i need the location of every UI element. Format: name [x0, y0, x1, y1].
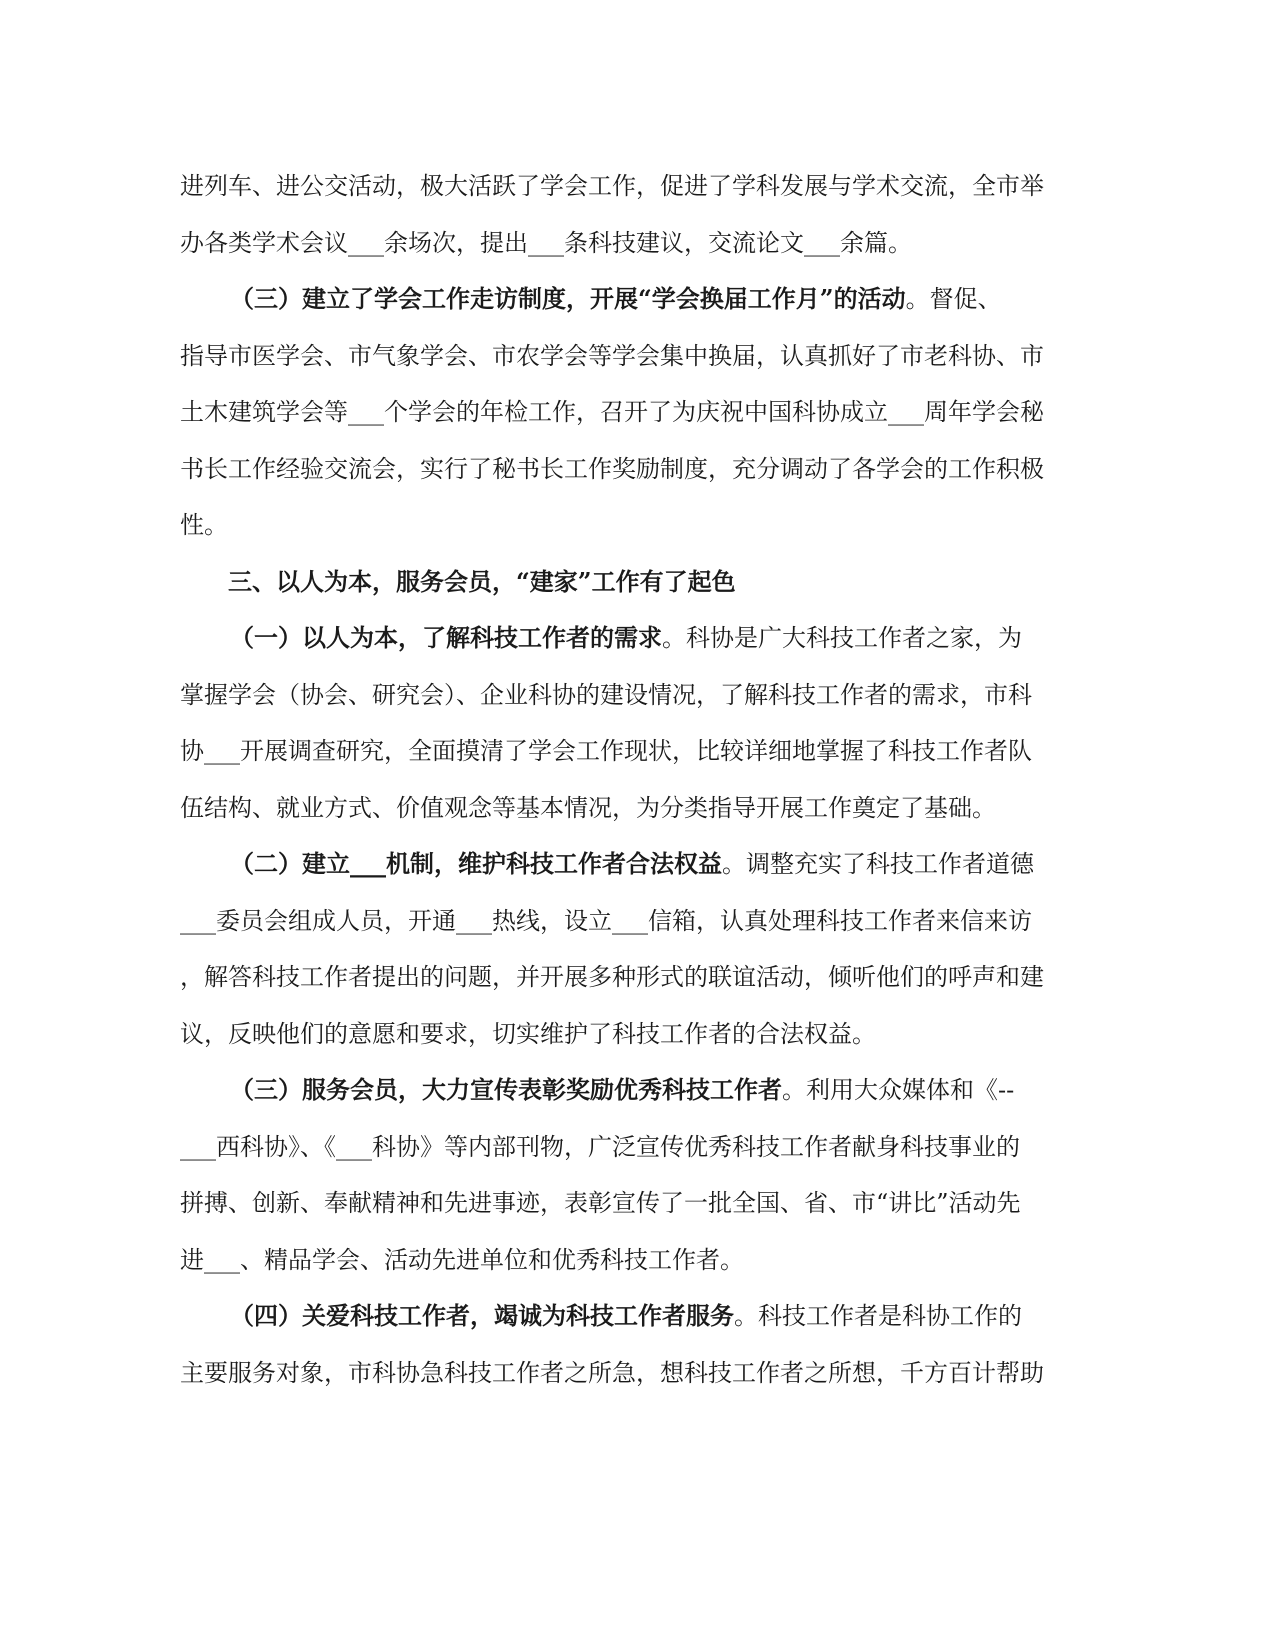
paragraph-5 — [180, 1062, 1036, 1288]
paragraph-1 — [180, 158, 1044, 271]
paragraph-heading: （四）关爱科技工作者，竭诚为科技工作者服务 — [230, 1301, 734, 1330]
paragraph-heading: （三）服务会员，大力宣传表彰奖励优秀科技工作者 — [230, 1075, 782, 1104]
text-line: ，解答科技工作者提出的问题，并开展多种形式的联谊活动，倾听他们的呼声和建 — [180, 963, 1044, 991]
text-line: 书长工作经验交流会，实行了秘书长工作奖励制度，充分调动了各学会的工作积极 — [180, 454, 1044, 483]
line-text: 。督促、 — [905, 285, 1002, 313]
paragraph-heading: （一）以人为本，了解科技工作者的需求 — [230, 623, 662, 652]
paragraph-3 — [180, 610, 1036, 836]
text-line — [180, 1062, 1036, 1119]
line-text: 。科技工作者是科协工作的 — [734, 1302, 1022, 1330]
section-heading — [180, 554, 1036, 611]
line-text: 。利用大众媒体和《-- — [782, 1076, 1015, 1104]
text-line: 土木建筑学会等___个学会的年检工作，召开了为庆祝中国科协成立___周年学会秘 — [180, 398, 1044, 426]
text-line: ___委员会组成人员，开通___热线，设立___信箱，认真处理科技工作者来信来访 — [180, 906, 1032, 935]
section-title: 三、以人为本，服务会员，“建家”工作有了起色 — [228, 566, 736, 596]
document-page — [180, 158, 1044, 1401]
text-line: 主要服务对象，市科协急科技工作者之所急，想科技工作者之所想，千方百计帮助 — [180, 1358, 1044, 1387]
text-line: 议，反映他们的意愿和要求，切实维护了科技工作者的合法权益。 — [180, 1019, 876, 1048]
text-line: 办各类学术会议___余场次，提出___条科技建议，交流论文___余篇。 — [180, 228, 912, 257]
text-line — [180, 610, 1036, 667]
paragraph-heading: （二）建立___机制，维护科技工作者合法权益 — [230, 849, 722, 878]
text-line — [180, 271, 1036, 328]
paragraph-heading: （三）建立了学会工作走访制度，开展“学会换届工作月”的活动 — [230, 284, 906, 313]
text-line — [180, 836, 1036, 893]
text-line: ___西科协》、《___科协》等内部刊物，广泛宣传优秀科技工作者献身科技事业的 — [180, 1132, 1020, 1161]
line-text: 。调整充实了科技工作者道德 — [722, 850, 1034, 878]
text-line: 进列车、进公交活动，极大活跃了学会工作，促进了学科发展与学术交流，全市举 — [180, 172, 1044, 200]
text-line: 协___开展调查研究，全面摸清了学会工作现状，比较详细地掌握了科技工作者队 — [180, 737, 1032, 765]
paragraph-6 — [180, 1288, 1044, 1401]
text-line: 伍结构、就业方式、价值观念等基本情况，为分类指导开展工作奠定了基础。 — [180, 793, 996, 822]
paragraph-2 — [180, 271, 1044, 554]
text-line: 指导市医学会、市气象学会、市农学会等学会集中换届，认真抓好了市老科协、市 — [180, 341, 1044, 370]
text-line: 掌握学会（协会、研究会）、企业科协的建设情况，了解科技工作者的需求，市科 — [180, 680, 1032, 709]
text-line: 进___、精品学会、活动先进单位和优秀科技工作者。 — [180, 1245, 744, 1274]
text-line: 性。 — [180, 511, 228, 539]
text-line: 拼搏、创新、奉献精神和先进事迹，表彰宣传了一批全国、省、市“讲比”活动先 — [180, 1189, 1021, 1217]
paragraph-4 — [180, 836, 1044, 1062]
text-line — [180, 1288, 1036, 1345]
line-text: 。科协是广大科技工作者之家，为 — [662, 624, 1022, 652]
